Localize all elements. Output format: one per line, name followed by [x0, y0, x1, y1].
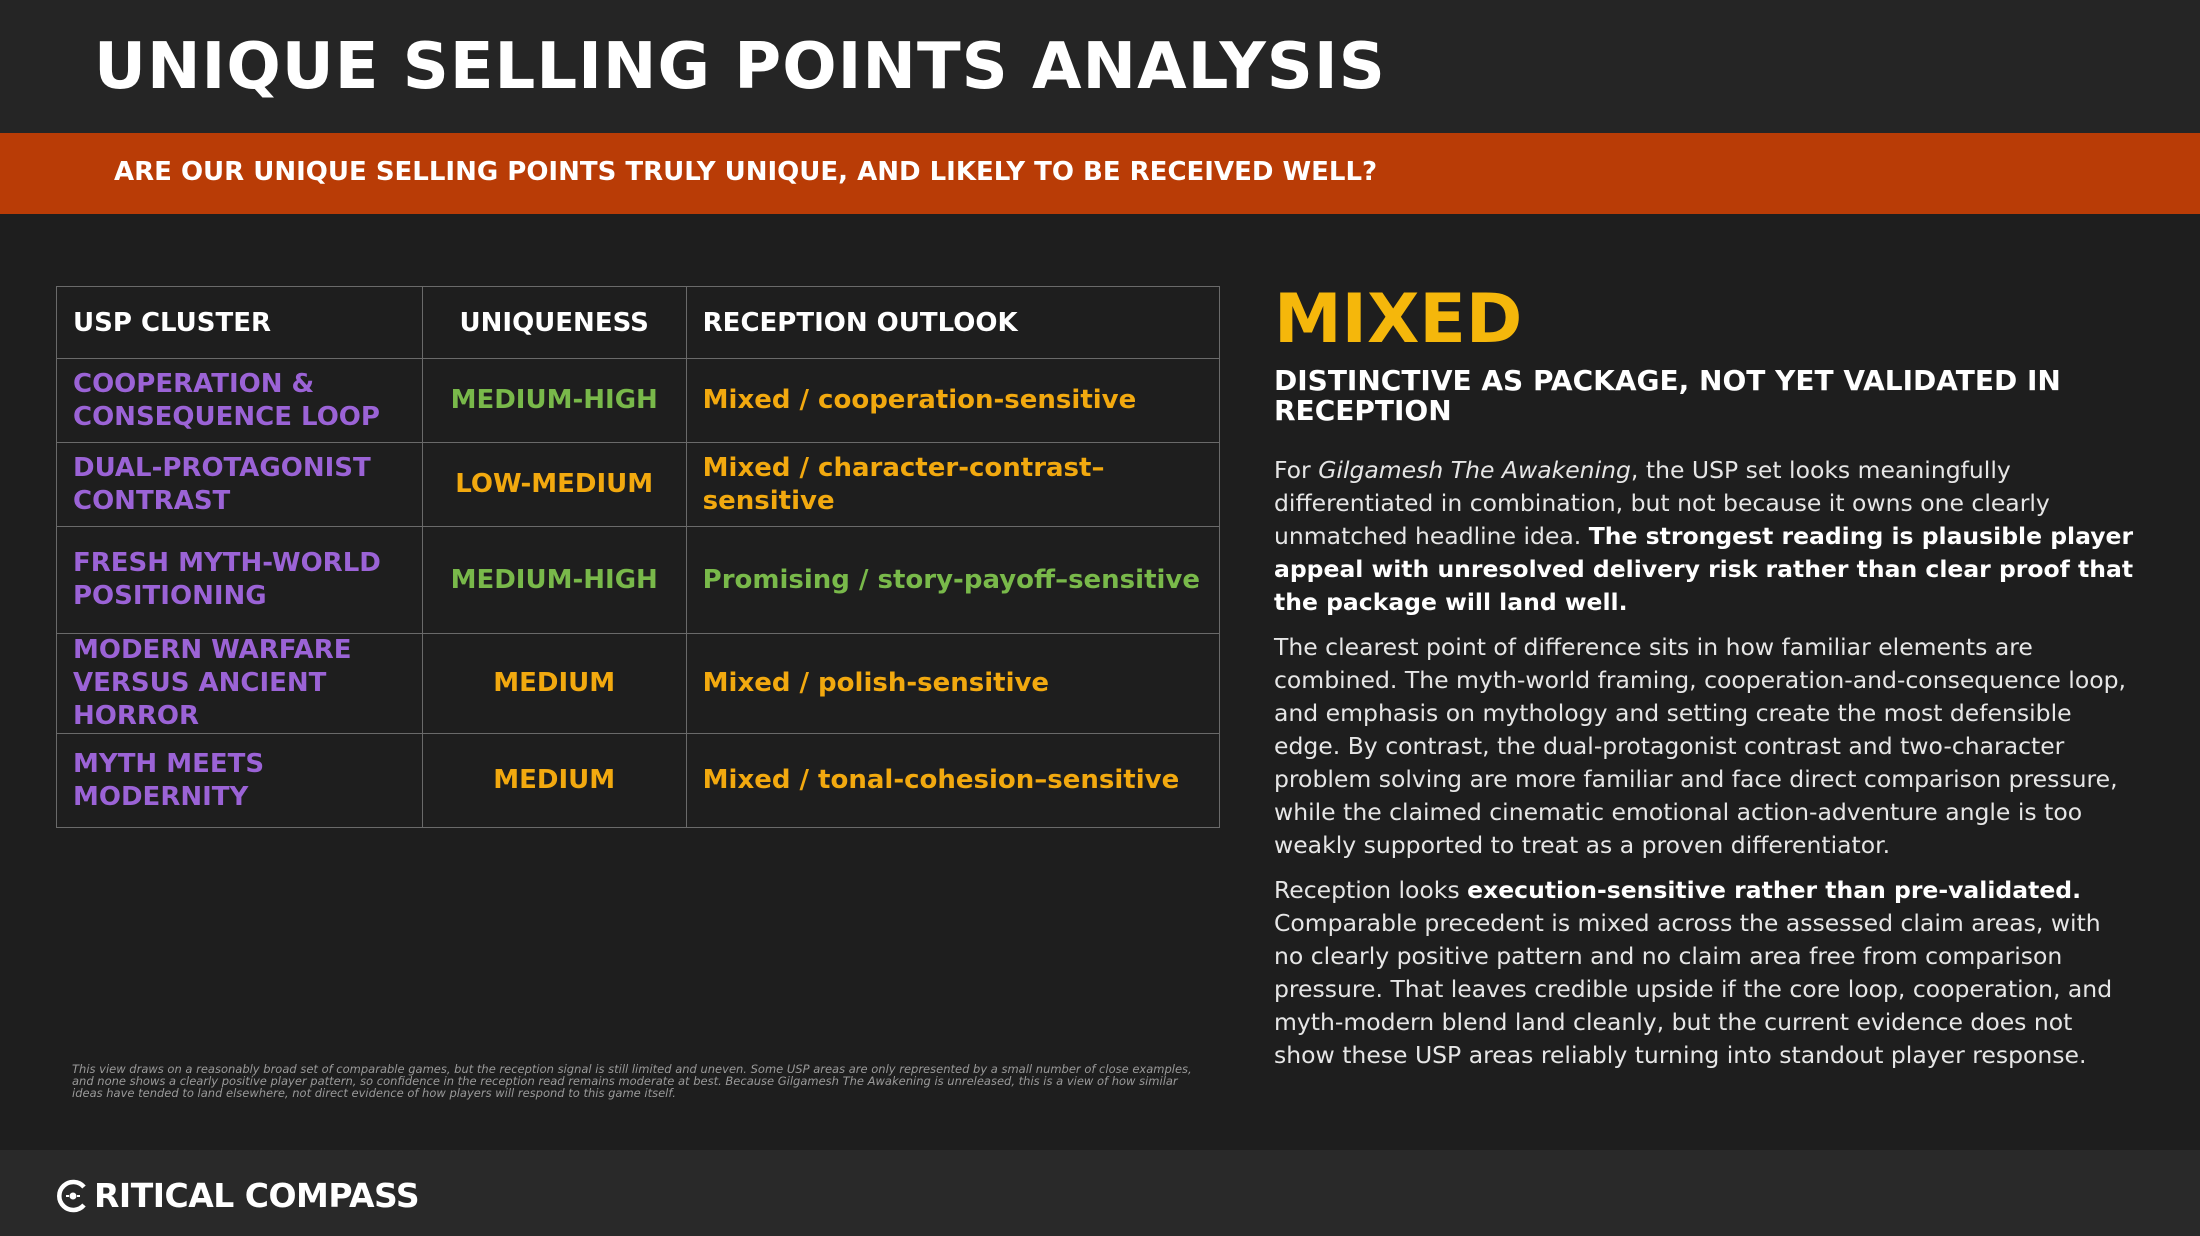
para1-mid: , the USP set looks meaningfully differentiated in combination, but not because it owns one clearly unmatched headline idea.	[1274, 456, 2050, 550]
header-usp-cluster: USP CLUSTER	[57, 287, 423, 359]
header-reception-outlook: RECEPTION OUTLOOK	[686, 287, 1219, 359]
reception-cell: Mixed / character-contrast–sensitive	[686, 443, 1219, 527]
usp-cluster-cell: COOPERATION & CONSEQUENCE LOOP	[57, 359, 423, 443]
usp-table	[56, 286, 1220, 828]
para1-pre: For	[1274, 456, 1319, 484]
header-uniqueness: UNIQUENESS	[422, 287, 686, 359]
usp-cluster-cell: MODERN WARFARE VERSUS ANCIENT HORROR	[57, 634, 423, 734]
critical-compass-logo	[56, 1176, 419, 1215]
analysis-body	[1274, 454, 2134, 1084]
reception-cell: Mixed / tonal-cohesion–sensitive	[686, 734, 1219, 828]
compass-icon	[56, 1179, 90, 1213]
page-title: UNIQUE SELLING POINTS ANALYSIS	[94, 30, 1386, 104]
table-row	[57, 634, 1220, 734]
logo-wordmark: RITICAL COMPASS	[94, 1176, 420, 1215]
reception-cell: Mixed / cooperation-sensitive	[686, 359, 1219, 443]
paragraph-1	[1274, 454, 2134, 619]
table-row	[57, 359, 1220, 443]
paragraph-3	[1274, 874, 2134, 1072]
uniqueness-cell: LOW-MEDIUM	[422, 443, 686, 527]
paragraph-2: The clearest point of difference sits in how familiar elements are combined. The myth-world framing, cooperation-and-consequence loop, and emphasis on mythology and setting create the most defensible edge. By contrast, the dual-protagonist contrast and two-character problem solving are more familiar and face direct comparison pressure, while the claimed cinematic emotional action-adventure angle is too weakly supported to treat as a proven differentiator.	[1274, 633, 2126, 859]
table-row	[57, 443, 1220, 527]
reception-cell: Mixed / polish-sensitive	[686, 634, 1219, 734]
usp-cluster-cell: DUAL-PROTAGONIST CONTRAST	[57, 443, 423, 527]
uniqueness-cell: MEDIUM-HIGH	[422, 359, 686, 443]
banner-question: ARE OUR UNIQUE SELLING POINTS TRULY UNIQUE, AND LIKELY TO BE RECEIVED WELL?	[114, 157, 1378, 187]
para3-pre: Reception looks	[1274, 876, 1468, 904]
footer	[0, 1150, 2200, 1236]
para1-emphasis: The strongest reading is plausible player appeal with unresolved delivery risk rather than clear proof that the package will land well.	[1274, 522, 2134, 616]
uniqueness-cell: MEDIUM-HIGH	[422, 527, 686, 634]
verdict-subhead: DISTINCTIVE AS PACKAGE, NOT YET VALIDATED IN RECEPTION	[1274, 364, 2061, 427]
usp-cluster-cell: FRESH MYTH-WORLD POSITIONING	[57, 527, 423, 634]
question-banner	[0, 133, 2200, 214]
table-header-row	[57, 287, 1220, 359]
verdict-label: MIXED	[1274, 280, 1523, 359]
table-row	[57, 527, 1220, 634]
uniqueness-cell: MEDIUM	[422, 634, 686, 734]
table-row	[57, 734, 1220, 828]
para3-post: Comparable precedent is mixed across the assessed claim areas, with no clearly positive pattern and no claim area free from comparison pressure. That leaves credible upside if the core loop, cooperation, and myth-modern blend land cleanly, but the current evidence does not show these USP areas reliably turning into standout player response.	[1274, 909, 2113, 1069]
table-footnote: This view draws on a reasonably broad set of comparable games, but the reception signal is still limited and uneven. Some USP areas are only represented by a small number of close examples, and none shows a clearly positive player pattern, so confidence in the reception read remains moderate at best. Because Gilgamesh The Awakening is unreleased, this is a view of how similar ideas have tended to land elsewhere, not direct evidence of how players will respond to this game itself.	[72, 1062, 1192, 1100]
para3-emphasis: execution-sensitive rather than pre-validated.	[1467, 876, 2082, 904]
usp-cluster-cell: MYTH MEETS MODERNITY	[57, 734, 423, 828]
reception-cell: Promising / story-payoff–sensitive	[686, 527, 1219, 634]
uniqueness-cell: MEDIUM	[422, 734, 686, 828]
game-title: Gilgamesh The Awakening	[1318, 456, 1631, 484]
header	[0, 0, 2200, 133]
